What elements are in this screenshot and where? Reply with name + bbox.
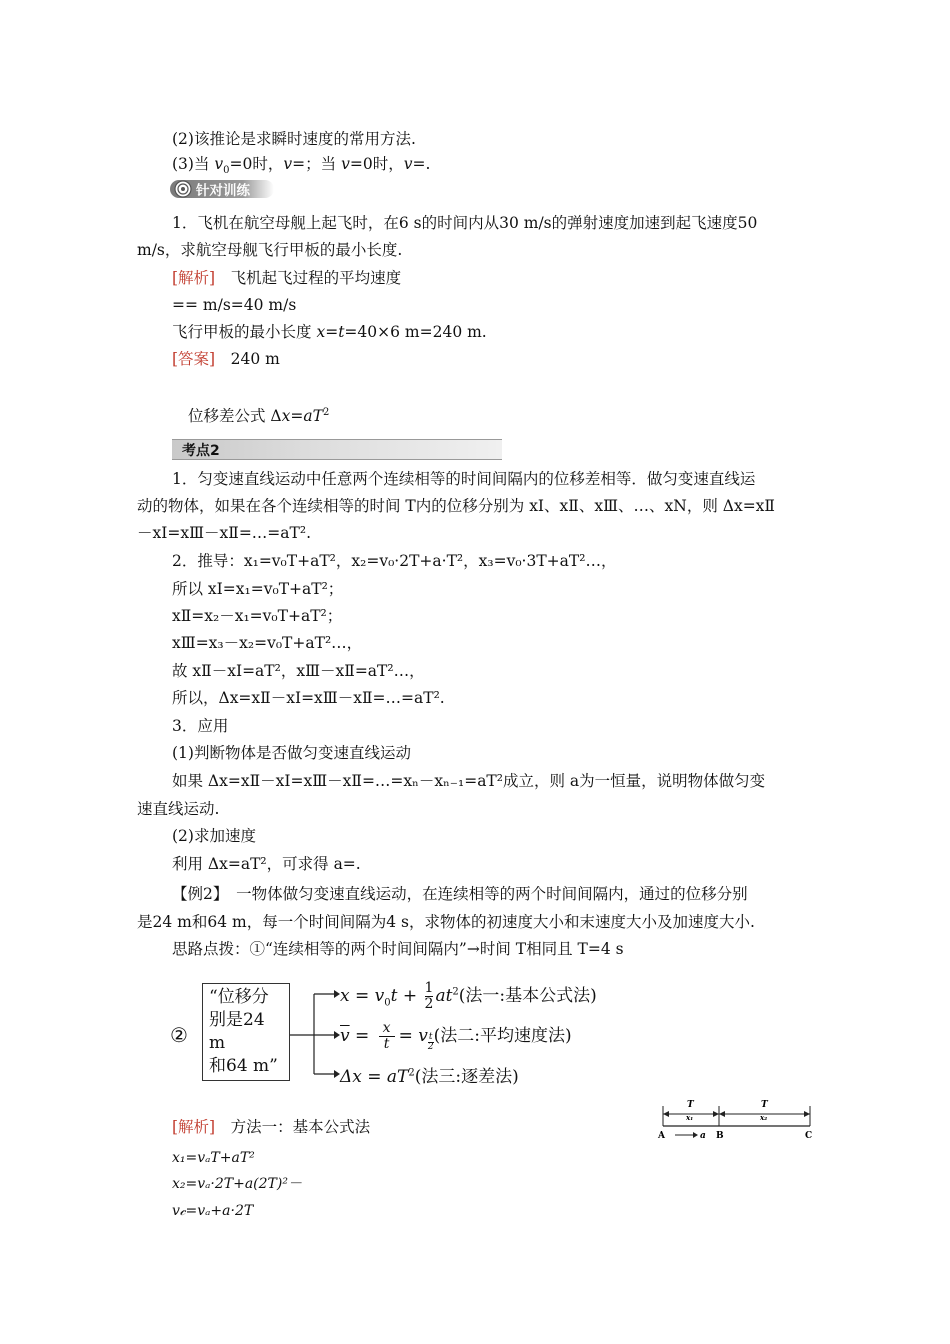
example-line-2: 是24 m和64 m，每一个时间间隔为4 s，求物体的初速度大小和末速度大小及加速度大小.	[137, 913, 755, 931]
application-1: (1)判断物体是否做匀变速直线运动	[172, 744, 411, 762]
topic-line-3: －xⅠ=xⅢ－xⅡ=…=aT².	[137, 524, 312, 542]
application-2: (2)求加速度	[172, 827, 256, 845]
topic-badge: 考点2	[172, 439, 502, 460]
formula-method-3: $\Delta x = aT^2$(法三:逐差法)	[340, 1067, 519, 1087]
answer-tag: [答案]	[172, 350, 216, 368]
label-x1: x₁	[686, 1113, 694, 1122]
section-heading: 位移差公式 $\Delta x=aT^2$	[188, 407, 330, 426]
analysis-line-1: [解析] 飞机起飞过程的平均速度	[172, 269, 402, 287]
answer-line: [答案] 240 m	[172, 350, 280, 368]
application-heading: 3．应用	[172, 717, 229, 735]
derivation-line-5: 故 xⅡ－xⅠ=aT²，xⅢ－xⅡ=aT²…，	[172, 662, 425, 680]
analysis-tag: [解析]	[172, 269, 216, 287]
equation-2: x₂=vₐ·2T+a(2T)²－	[172, 1176, 302, 1192]
derivation-line-1: 2．推导：x₁=v₀T+aT²，x₂=v₀·2T+a·T²，x₃=v₀·3T+aT²…，	[172, 552, 617, 570]
para-2: (2)该推论是求瞬时速度的常用方法.	[172, 130, 416, 148]
target-icon	[174, 180, 192, 198]
label-x2: x₂	[760, 1113, 768, 1122]
example-line-1: 【例2】 一物体做匀变速直线运动，在连续相等的两个时间间隔内，通过的位移分别	[172, 885, 748, 903]
formula-method-1: $x = v_0t$ + $\frac{1}{2}$ $at^2$(法一:基本公式法)	[340, 980, 597, 1012]
question-1-line-2: m/s，求航空母舰飞行甲板的最小长度.	[137, 241, 403, 259]
derivation-line-4: xⅢ=x₃－x₂=v₀T+aT²…，	[172, 634, 363, 652]
method-diagram	[170, 975, 650, 1090]
analysis-line-3: 飞行甲板的最小长度 x=t=40×6 m=240 m.	[172, 323, 487, 341]
equation-3: v𝒸=vₐ+a·2T	[172, 1203, 254, 1219]
label-A: A	[658, 1131, 665, 1141]
displacement-box: “位移分 别是24 m 和64 m”	[202, 983, 290, 1081]
analysis-tag-2: [解析]	[172, 1118, 216, 1136]
question-1-line-1: 1．飞机在航空母舰上起飞时，在6 s的时间内从30 m/s的弹射速度加速到起飞速度50	[172, 214, 758, 232]
label-T1: T	[687, 1100, 694, 1110]
solution-method-1: [解析] 方法一：基本公式法	[172, 1118, 371, 1136]
topic-line-2: 动的物体，如果在各个连续相等的时间 T内的位移分别为 xⅠ、xⅡ、xⅢ、…、xN，则 Δx=xⅡ	[137, 497, 775, 515]
derivation-line-6: 所以，Δx=xⅡ－xⅠ=xⅢ－xⅡ=…=aT².	[172, 689, 445, 707]
para-3: (3)当 $v_0=0$时，v=；当 v=0时，v=.	[172, 155, 431, 177]
topic-line-1: 1．匀变速直线运动中任意两个连续相等的时间间隔内的位移差相等．做匀变速直线运	[172, 470, 756, 488]
hint-line: 思路点拨：①“连续相等的两个时间间隔内”→时间 T相同且 T=4 s	[172, 940, 624, 958]
derivation-line-2: 所以 xⅠ=x₁=v₀T+aT²；	[172, 580, 344, 598]
training-badge	[170, 180, 274, 198]
application-2-text: 利用 Δx=aT²，可求得 a=.	[172, 855, 361, 873]
analysis-line-2: == m/s=40 m/s	[172, 296, 297, 314]
formula-method-2: $\overline{v}$ = $\frac{x}{t}$ = v $\frac{t}{2}$ (法二:平均速度法)	[340, 1020, 572, 1052]
branch-arrows	[290, 975, 340, 1090]
label-B: B	[716, 1131, 724, 1141]
badge-label: 针对训练	[196, 183, 250, 199]
equation-1: x₁=vₐT+aT²	[172, 1150, 255, 1166]
label-T2: T	[761, 1100, 768, 1110]
segment-diagram	[655, 1098, 815, 1148]
application-1-text-1: 如果 Δx=xⅡ－xⅠ=xⅢ－xⅡ=…=xₙ－xₙ₋₁=aT²成立，则 a为一恒量，说明物体做匀变	[172, 772, 766, 790]
step-number: ②	[170, 1023, 188, 1047]
derivation-line-3: xⅡ=x₂－x₁=v₀T+aT²；	[172, 607, 343, 625]
label-C: C	[805, 1131, 813, 1141]
label-a: a	[700, 1131, 706, 1141]
application-1-text-2: 速直线运动.	[137, 800, 220, 818]
